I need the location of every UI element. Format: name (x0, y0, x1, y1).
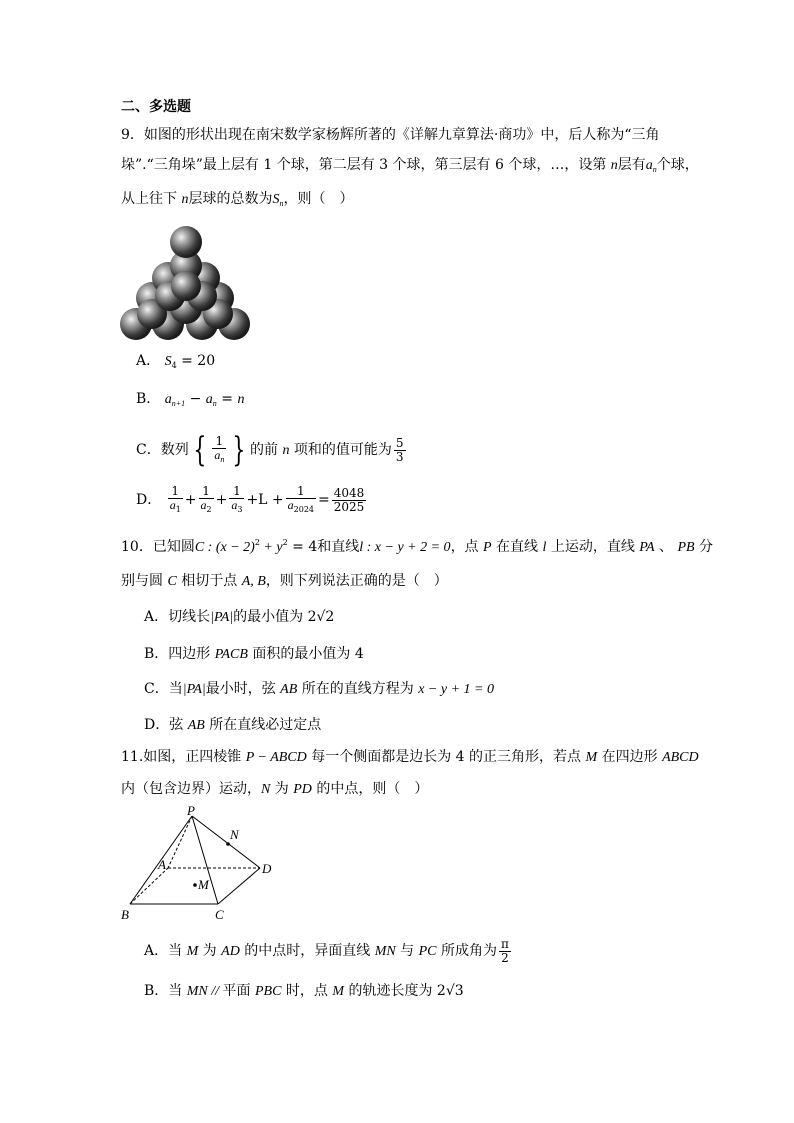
label-m: M (198, 877, 209, 892)
q9-stem-line2: 垛”.“三角垛”最上层有 1 个球，第二层有 3 个球，第三层有 6 个球，…，设第 n层有$a_n$个球， (121, 157, 699, 174)
q9-option-d[interactable]: D． $\frac{1}{a_1}$ + $\frac{1}{a_2}$ + $\frac{1}{a_3}$ +L + $\frac{1}{a_{2024}}$ = $\frac{4048}{2025}$ (136, 483, 365, 514)
q9-option-a[interactable]: A． $S_4 = 20$ (136, 353, 216, 370)
q10-option-c[interactable]: C．当|PA|最小时，弦 AB 所在的直线方程为 x − y + 1 = 0 (144, 681, 494, 697)
label-b: B (121, 907, 129, 922)
q10-option-d[interactable]: D．弦 AB 所在直线必过定点 (144, 717, 322, 733)
triangle-stack-figure (118, 222, 254, 344)
label-c: C (215, 907, 224, 922)
q9-option-b[interactable]: B． $a_{n+1} - a_n = n$ (136, 391, 245, 408)
section-title: 二、多选题 (121, 99, 191, 115)
pyramid-figure (118, 806, 284, 926)
q10-option-b[interactable]: B．四边形 PACB 面积的最小值为 4 (144, 646, 364, 662)
q9-stem-line1: 9．如图的形状出现在南宋数学家杨辉所著的《详解九章算法·商功》中，后人称为“三角 (121, 127, 660, 143)
q9-stem-line3: 从上往下 n层球的总数为$S_n$，则（ ） (121, 191, 354, 208)
label-d: D (262, 861, 272, 876)
q10-stem-line2: 别与圆 C 相切于点 A, B，则下列说法正确的是（ ） (121, 573, 448, 589)
label-a: A (158, 857, 166, 872)
q10-stem-line1: 10．已知圆C : $(x - 2)^2 + y^2 = 4$和直线l : x − y + 2 = 0，点 P 在直线 l 上运动，直线 PA 、 PB 分 (121, 538, 714, 555)
q11-option-b[interactable]: B．当 MN // 平面 PBC 时，点 M 的轨迹长度为 2√3 (144, 983, 464, 999)
q11-stem-line1: 11.如图，正四棱锥 P − ABCD 每一个侧面都是边长为 4 的正三角形，若点 M 在四边形 ABCD (121, 749, 699, 765)
q11-option-a[interactable]: A．当 M 为 AD 的中点时，异面直线 MN 与 PC 所成角为 $\frac{\pi}{2}$ (144, 936, 509, 965)
q11-stem-line2: 内（包含边界）运动，N 为 PD 的中点，则（ ） (121, 781, 429, 797)
q10-option-a[interactable]: A．切线长|PA|的最小值为 2√2 (144, 609, 335, 625)
label-n: N (230, 827, 239, 842)
q9-option-c[interactable]: C．数列 { $\frac{1}{a_n}$ } 的前 n 项和的值可能为 $\frac{5}{3}$ (136, 430, 404, 470)
label-p: P (187, 806, 195, 818)
